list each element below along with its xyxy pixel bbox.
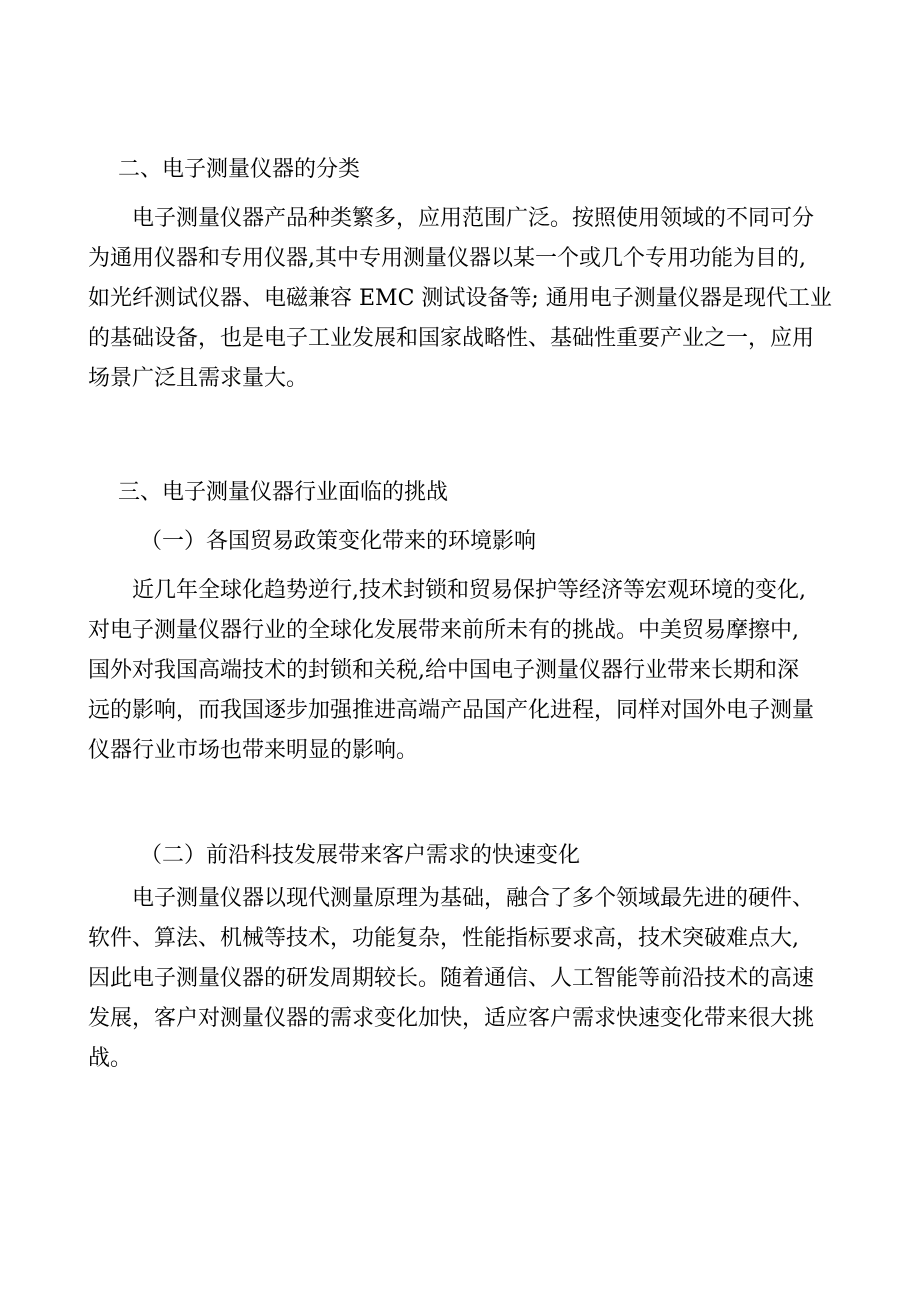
paragraph-line: 国外对我国高端技术的封锁和关税,给中国电子测量仪器行业带来长期和深 [88, 658, 799, 683]
paragraph-line: 场景广泛且需求量大。 [88, 366, 309, 391]
paragraph-line: 战。 [88, 1046, 133, 1071]
paragraph-line: 如光纤测试仪器、电磁兼容 EMC 测试设备等; 通用电子测量仪器是现代工业 [88, 286, 832, 311]
paragraph-line: 对电子测量仪器行业的全球化发展带来前所未有的挑战。中美贸易摩擦中, [88, 618, 799, 643]
paragraph-line: 近几年全球化趋势逆行,技术封锁和贸易保护等经济等宏观环境的变化, [132, 578, 806, 603]
section-2-heading: 二、电子测量仪器的分类 [118, 157, 361, 182]
paragraph-line: 电子测量仪器产品种类繁多，应用范围广泛。按照使用领域的不同可分 [132, 206, 815, 231]
paragraph-line: 远的影响，而我国逐步加强推进高端产品国产化进程，同样对国外电子测量 [88, 698, 815, 723]
paragraph-line: 电子测量仪器以现代测量原理为基础，融合了多个领域最先进的硬件、 [132, 886, 815, 911]
subsection-2-paragraph [88, 879, 848, 1079]
paragraph-line: 仪器行业市场也带来明显的影响。 [88, 738, 419, 763]
section-3-heading: 三、电子测量仪器行业面临的挑战 [118, 480, 449, 505]
subsection-1-heading: （一）各国贸易政策变化带来的环境影响 [140, 529, 537, 554]
paragraph-line: 因此电子测量仪器的研发周期较长。随着通信、人工智能等前沿技术的高速 [88, 966, 815, 991]
paragraph-line: 发展，客户对测量仪器的需求变化加快，适应客户需求快速变化带来很大挑 [88, 1006, 815, 1031]
paragraph-line: 软件、算法、机械等技术，功能复杂，性能指标要求高，技术突破难点大, [88, 926, 799, 951]
paragraph-line: 为通用仪器和专用仪器,其中专用测量仪器以某一个或几个专用功能为目的, [88, 246, 806, 271]
paragraph-line: 的基础设备，也是电子工业发展和国家战略性、基础性重要产业之一，应用 [88, 326, 815, 351]
subsection-1-paragraph [88, 571, 848, 771]
section-2-paragraph [88, 199, 848, 399]
subsection-2-heading: （二）前沿科技发展带来客户需求的快速变化 [140, 843, 581, 868]
